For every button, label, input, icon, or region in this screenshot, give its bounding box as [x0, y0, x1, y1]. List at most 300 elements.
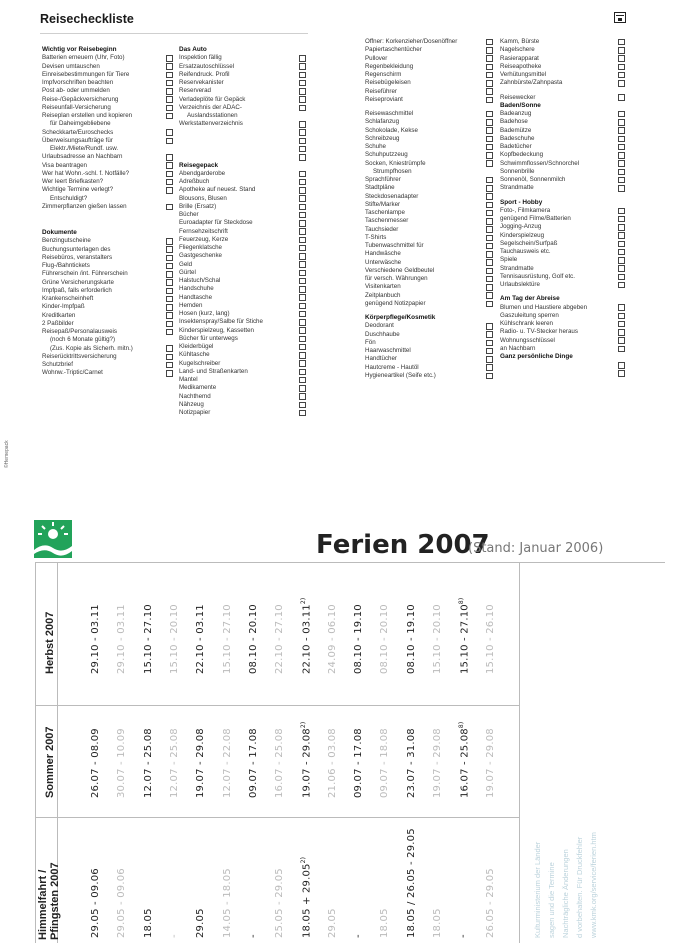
checklist-item-label: Stadtpläne — [365, 184, 395, 192]
checkbox[interactable] — [618, 119, 625, 126]
checkbox[interactable] — [299, 336, 306, 343]
checklist-item — [42, 153, 180, 161]
checklist-item-label: Reservekanister — [179, 79, 224, 86]
checklist-item-label: Kleiderbügel — [179, 343, 214, 350]
checklist-item-label: für Daheimgebliebene — [50, 120, 111, 128]
checklist-item — [179, 343, 314, 351]
himmelfahrt-date — [90, 868, 101, 938]
date-text: 18.05 — [379, 908, 391, 938]
checklist-item-label: Inspektion fällig — [179, 54, 222, 62]
checkbox[interactable] — [486, 218, 493, 225]
checklist-item — [500, 232, 635, 240]
checklist-item — [365, 234, 500, 242]
checklist-item-label: Zimmerpflanzen gießen lassen — [42, 202, 127, 210]
checklist-item — [365, 184, 500, 192]
checkbox[interactable] — [166, 288, 173, 295]
herbst-date — [116, 604, 127, 674]
checkbox[interactable] — [486, 292, 493, 299]
checkbox[interactable] — [618, 177, 625, 184]
checkbox[interactable] — [166, 345, 173, 352]
checkbox[interactable] — [299, 245, 306, 252]
checklist-item — [179, 335, 314, 343]
checklist-item-label: Flug-/Bahntickets — [42, 262, 90, 269]
checklist-item-label: Foto-, Filmkamera — [500, 206, 551, 214]
checkbox[interactable] — [486, 331, 493, 338]
checkbox[interactable] — [486, 119, 493, 126]
checklist-item — [365, 322, 500, 330]
ferien-note: sagen und die Termine — [547, 862, 556, 938]
checkbox[interactable] — [486, 193, 493, 200]
checkbox[interactable] — [166, 246, 173, 253]
checklist-item-label: Offner: Korkenzieher/Dosenöffner — [365, 38, 458, 45]
checklist-item-label: Überweisungsaufträge für — [42, 136, 113, 144]
checkbox[interactable] — [299, 369, 306, 376]
checklist-item-label: Steckdosenadapter — [365, 192, 419, 200]
checkbox[interactable] — [299, 121, 306, 128]
checkbox[interactable] — [486, 364, 493, 371]
checklist-item — [179, 71, 314, 79]
checkbox[interactable] — [166, 171, 173, 178]
checkbox[interactable] — [486, 88, 493, 95]
checklist-item — [500, 63, 635, 71]
checkbox[interactable] — [618, 47, 625, 54]
checklist-item-label: Fön — [365, 338, 376, 346]
checkbox[interactable] — [166, 362, 173, 369]
checklist-item — [365, 275, 500, 283]
section-heading — [42, 46, 180, 54]
checkbox[interactable] — [618, 39, 625, 46]
checklist-item-label: Brille (Ersatz) — [179, 202, 217, 210]
checklist-item-label: Wer leert Briefkasten? — [42, 178, 104, 185]
checkbox[interactable] — [618, 321, 625, 328]
checkbox[interactable] — [299, 55, 306, 62]
checklist-item-label: Schutzbrief — [42, 361, 73, 368]
checklist-item — [365, 355, 500, 363]
herbst-date — [222, 604, 233, 674]
checkbox[interactable] — [486, 144, 493, 151]
checkbox[interactable] — [166, 113, 173, 120]
ferien-note: Nachträgliche Änderungen — [561, 849, 570, 938]
checkbox[interactable] — [486, 373, 493, 380]
checkbox[interactable] — [618, 313, 625, 320]
checklist-item-label: Wohnungsschlüssel — [500, 336, 555, 344]
checklist-item-label: Regenschirm — [365, 71, 402, 78]
checkbox[interactable] — [486, 348, 493, 355]
checklist-item — [365, 143, 500, 151]
checklist-item — [365, 151, 500, 159]
checkbox[interactable] — [299, 195, 306, 202]
checklist-item — [179, 277, 314, 285]
checkbox[interactable] — [618, 282, 625, 289]
checkbox[interactable] — [618, 127, 625, 134]
checkbox[interactable] — [618, 304, 625, 311]
checkbox[interactable] — [166, 204, 173, 211]
checkbox[interactable] — [618, 72, 625, 79]
checkbox[interactable] — [299, 212, 306, 219]
checkbox[interactable] — [166, 179, 173, 186]
checklist-item-label: Verschiedene Geldbeutel — [365, 266, 435, 274]
checkbox[interactable] — [486, 202, 493, 209]
checkbox[interactable] — [486, 97, 493, 104]
checkbox[interactable] — [166, 72, 173, 79]
section-heading-label: Wichtig vor Reisebeginn — [42, 46, 117, 53]
herbst-date — [432, 604, 443, 674]
checklist-item-label: Badeschuhe — [500, 134, 535, 142]
checkbox[interactable] — [299, 303, 306, 310]
checklist-item-label: Reiseplan erstellen und kopieren — [42, 112, 133, 119]
checkbox[interactable] — [486, 301, 493, 308]
checklist-item-label: Gürtel — [179, 268, 196, 276]
checklist-item — [365, 339, 500, 347]
sommer-date — [116, 728, 127, 798]
checklist-item — [42, 312, 180, 320]
checklist-item-label: Handtücher — [365, 355, 397, 363]
date-text: 08.10 - 19.10 — [405, 604, 417, 674]
checkbox[interactable] — [486, 185, 493, 192]
herbst-date — [274, 604, 285, 674]
checkbox[interactable] — [486, 72, 493, 79]
checklist-item — [42, 186, 180, 194]
sommer-date — [248, 728, 259, 798]
checkbox[interactable] — [486, 127, 493, 134]
checkbox[interactable] — [299, 179, 306, 186]
checkbox[interactable] — [299, 129, 306, 136]
checklist-item-label: Schuhe — [365, 143, 386, 150]
checklist-item — [42, 262, 180, 270]
checkbox[interactable] — [166, 370, 173, 377]
checklist-item — [365, 118, 500, 126]
checklist-item-label: Kühltasche — [179, 351, 210, 359]
checklist-item-label: Reise-/Gepäckversicherung — [42, 95, 119, 103]
herbst-date — [458, 598, 470, 674]
date-text: - — [247, 934, 259, 938]
checklist-item — [42, 320, 180, 328]
checkbox[interactable] — [618, 337, 625, 344]
checklist-item — [500, 168, 635, 176]
checklist-item — [365, 292, 500, 300]
checklist-item-label: Reisebügeleisen — [365, 79, 411, 87]
checklist-item — [365, 331, 500, 339]
checkbox[interactable] — [166, 263, 173, 270]
checkbox[interactable] — [166, 129, 173, 136]
section-heading-label: Reisegepack — [179, 161, 219, 169]
checkbox[interactable] — [166, 354, 173, 361]
checklist-item — [42, 104, 180, 112]
section-heading — [42, 229, 180, 237]
checkbox[interactable] — [166, 55, 173, 62]
checkbox[interactable] — [299, 360, 306, 367]
checklist-item-label: Wohnw.-Triptic/Carnet — [42, 369, 103, 377]
checkbox[interactable] — [486, 55, 493, 62]
checkbox[interactable] — [486, 177, 493, 184]
himmelfahrt-date — [116, 868, 127, 938]
checkbox[interactable] — [166, 187, 173, 194]
checklist-item — [42, 270, 180, 278]
checkbox[interactable] — [299, 146, 306, 153]
checklist-item — [500, 328, 635, 336]
checklist-item-label: Reisepaß/Personalausweis — [42, 328, 117, 335]
checkbox[interactable] — [166, 88, 173, 95]
checkbox[interactable] — [299, 96, 306, 103]
checkbox[interactable] — [166, 255, 173, 262]
checklist-item — [500, 207, 635, 215]
section-heading-label: Dokumente — [42, 229, 77, 236]
checkbox[interactable] — [166, 238, 173, 245]
checklist-item-label: Reisebüros, veranstalters — [42, 253, 113, 261]
checkbox[interactable] — [299, 402, 306, 409]
date-text: 12.07 - 22.08 — [221, 728, 233, 798]
date-text: 29.10 - 03.11 — [116, 604, 128, 674]
checklist-item — [42, 162, 180, 170]
checklist-item — [179, 129, 314, 137]
checklist-item — [179, 236, 314, 244]
checkbox[interactable] — [299, 187, 306, 194]
footnote-marker: 2) — [300, 721, 308, 729]
checkbox[interactable] — [299, 319, 306, 326]
checkbox[interactable] — [618, 94, 625, 101]
checkbox[interactable] — [486, 235, 493, 242]
himmelfahrt-date — [406, 828, 417, 938]
checkbox[interactable] — [618, 216, 625, 223]
checklist-item — [500, 256, 635, 264]
checkbox[interactable] — [166, 271, 173, 278]
sommer-date — [406, 728, 417, 798]
checkbox[interactable] — [299, 63, 306, 70]
checkbox[interactable] — [618, 144, 625, 151]
checkbox[interactable] — [618, 370, 625, 377]
checklist-item-label: Haarwaschmittel — [365, 347, 411, 354]
checklist-item-label: Hautcreme - Hautöl — [365, 363, 419, 371]
checkbox[interactable] — [618, 232, 625, 239]
checklist-item-label: Taschenmesser — [365, 217, 409, 225]
checklist-item-label: Handschuhe — [179, 285, 214, 293]
section-heading — [500, 102, 635, 110]
checklist-item — [365, 217, 500, 225]
checkbox[interactable] — [486, 152, 493, 159]
checklist-item — [500, 370, 635, 378]
checkbox[interactable] — [166, 296, 173, 303]
checkbox[interactable] — [166, 80, 173, 87]
checkbox[interactable] — [486, 136, 493, 143]
checklist-item-label: Apotheke auf neuest. Stand — [179, 186, 256, 194]
checklist-item — [179, 203, 314, 211]
checkbox[interactable] — [618, 111, 625, 118]
checkbox[interactable] — [299, 220, 306, 227]
checkbox[interactable] — [618, 265, 625, 272]
checkbox[interactable] — [486, 111, 493, 118]
checkbox[interactable] — [618, 169, 625, 176]
checklist-item-label: Strandmatte — [500, 264, 534, 272]
checkbox[interactable] — [166, 154, 173, 161]
checkbox[interactable] — [486, 80, 493, 87]
herbst-date — [143, 604, 154, 674]
checkbox[interactable] — [618, 136, 625, 143]
checklist-item — [365, 160, 500, 168]
checkbox[interactable] — [618, 362, 625, 369]
checklist-item — [365, 242, 500, 250]
checkbox[interactable] — [166, 105, 173, 112]
checklist-item — [500, 248, 635, 256]
ferien-note: Kulturministerium der Länder — [533, 841, 542, 938]
checkbox[interactable] — [299, 154, 306, 161]
checkbox[interactable] — [618, 241, 625, 248]
himmelfahrt-date — [458, 934, 469, 938]
checkbox[interactable] — [618, 249, 625, 256]
checklist-item-label: Kopfbedeckung — [500, 151, 544, 159]
checklist-item-label: Tubenwaschmittel für — [365, 242, 424, 249]
checklist-item-label: Reiseapotheke — [500, 62, 542, 70]
checklist-item-label: Kinderspielzeug, Kassetten — [179, 326, 254, 334]
checkbox[interactable] — [486, 47, 493, 54]
checkbox[interactable] — [166, 329, 173, 336]
checklist-item — [42, 87, 180, 95]
checkbox[interactable] — [486, 323, 493, 330]
checkbox[interactable] — [299, 286, 306, 293]
table-top-rule — [35, 562, 665, 563]
checklist-item — [179, 376, 314, 384]
checkbox[interactable] — [618, 55, 625, 62]
checkbox[interactable] — [166, 138, 173, 145]
checkbox[interactable] — [486, 39, 493, 46]
header-herbst: Herbst 2007 — [44, 611, 56, 674]
date-text: 18.05 — [431, 908, 443, 938]
checkbox[interactable] — [618, 152, 625, 159]
date-text: 30.07 - 10.09 — [116, 728, 128, 798]
checkbox[interactable] — [486, 64, 493, 71]
herbst-sommer-rule — [35, 705, 519, 706]
checkbox[interactable] — [299, 171, 306, 178]
checkbox[interactable] — [166, 304, 173, 311]
checkbox[interactable] — [486, 251, 493, 258]
checkbox[interactable] — [166, 162, 173, 169]
checkbox[interactable] — [299, 385, 306, 392]
checklist-item — [179, 195, 314, 203]
checkbox[interactable] — [299, 261, 306, 268]
checklist-item-label: (Zus. Kopie als Sicherh. mitn.) — [50, 344, 133, 352]
herbst-date — [300, 598, 312, 674]
checkbox[interactable] — [299, 270, 306, 277]
date-text: 12.07 - 25.08 — [168, 728, 180, 798]
checklist-item — [179, 211, 314, 219]
checkbox[interactable] — [486, 356, 493, 363]
section-heading-label: Baden/Sonne — [500, 101, 541, 109]
checkbox[interactable] — [618, 208, 625, 215]
checklist-item-label: Bademütze — [500, 126, 532, 134]
checklist-item — [365, 259, 500, 267]
checklist-item-label: Einreisebestimmungen für Tiere — [42, 70, 130, 78]
checkbox[interactable] — [618, 346, 625, 353]
checkbox[interactable] — [299, 138, 306, 145]
checkbox[interactable] — [486, 226, 493, 233]
checkbox[interactable] — [299, 80, 306, 87]
checkbox[interactable] — [299, 393, 306, 400]
checkbox[interactable] — [618, 257, 625, 264]
checklist-item — [42, 120, 180, 128]
checkbox[interactable] — [299, 204, 306, 211]
checkbox[interactable] — [618, 160, 625, 167]
checklist-item-label: Halstuch/Schal — [179, 277, 221, 284]
checkbox[interactable] — [166, 96, 173, 103]
checklist-item-label: Feuerzeug, Kerze — [179, 235, 229, 243]
checkbox[interactable] — [486, 210, 493, 217]
date-text: 22.10 - 03.11 — [195, 604, 207, 674]
checkbox[interactable] — [299, 105, 306, 112]
checkbox[interactable] — [299, 88, 306, 95]
checklist-item-label: Land- und Straßenkarten — [179, 367, 248, 375]
checkbox[interactable] — [618, 329, 625, 336]
checklist-item — [179, 285, 314, 293]
checklist-item-label: Blumen und Haustiere abgeben — [500, 303, 588, 311]
checkbox[interactable] — [299, 410, 306, 417]
sommer-date — [327, 728, 338, 798]
checklist-item — [365, 38, 500, 46]
checkbox[interactable] — [486, 243, 493, 250]
section-heading-label: Das Auto — [179, 46, 207, 53]
checkbox[interactable] — [618, 64, 625, 71]
checkbox[interactable] — [166, 279, 173, 286]
date-text: 22.10 - 27.10 — [274, 604, 286, 674]
checkbox[interactable] — [166, 321, 173, 328]
checkbox[interactable] — [299, 237, 306, 244]
checkbox[interactable] — [618, 224, 625, 231]
checklist-item-label: Handwäsche — [365, 250, 401, 258]
checkbox[interactable] — [486, 160, 493, 167]
checkbox[interactable] — [166, 312, 173, 319]
checklist-item — [179, 228, 314, 236]
checklist-item — [179, 351, 314, 359]
checklist-item-label: Geld — [179, 260, 193, 268]
checkbox[interactable] — [299, 377, 306, 384]
checkbox[interactable] — [299, 253, 306, 260]
sun-logo-icon — [34, 520, 72, 558]
checklist-item-label: Deodorant — [365, 322, 394, 330]
checklist-item-label: Radio- u. TV-Stecker heraus — [500, 328, 578, 336]
checkbox[interactable] — [166, 63, 173, 70]
checklist-item-label: Impfpaß, falls erforderlich — [42, 286, 112, 294]
checkbox[interactable] — [486, 268, 493, 275]
checkbox[interactable] — [299, 72, 306, 79]
checklist-item — [365, 364, 500, 372]
checklist-item — [179, 79, 314, 87]
checklist-item — [365, 71, 500, 79]
checkbox[interactable] — [299, 311, 306, 318]
checkbox[interactable] — [618, 274, 625, 281]
checklist-item-label: Gaszuleitung sperren — [500, 311, 559, 319]
date-text: 18.05 — [142, 908, 154, 938]
checkbox[interactable] — [299, 228, 306, 235]
checkbox[interactable] — [486, 340, 493, 347]
checklist-item — [42, 137, 180, 145]
checklist-item — [42, 112, 180, 120]
checkbox[interactable] — [299, 294, 306, 301]
checkbox[interactable] — [618, 80, 625, 87]
checkbox[interactable] — [486, 259, 493, 266]
checklist-item — [500, 345, 635, 353]
checklist-item-label: Wichtige Termine verlegt? — [42, 186, 114, 194]
checklist-item-label: Hygieneartikel (Seife etc.) — [365, 371, 436, 379]
checkbox[interactable] — [299, 344, 306, 351]
checkbox[interactable] — [486, 276, 493, 283]
checklist-column-3 — [365, 38, 500, 380]
checkbox[interactable] — [299, 278, 306, 285]
ferien-table — [35, 562, 665, 943]
checkbox[interactable] — [299, 327, 306, 334]
checkbox[interactable] — [486, 284, 493, 291]
checkbox[interactable] — [618, 185, 625, 192]
checkbox[interactable] — [299, 352, 306, 359]
checklist-item — [42, 203, 180, 211]
date-text: 18.05 + 29.05 — [301, 863, 313, 938]
